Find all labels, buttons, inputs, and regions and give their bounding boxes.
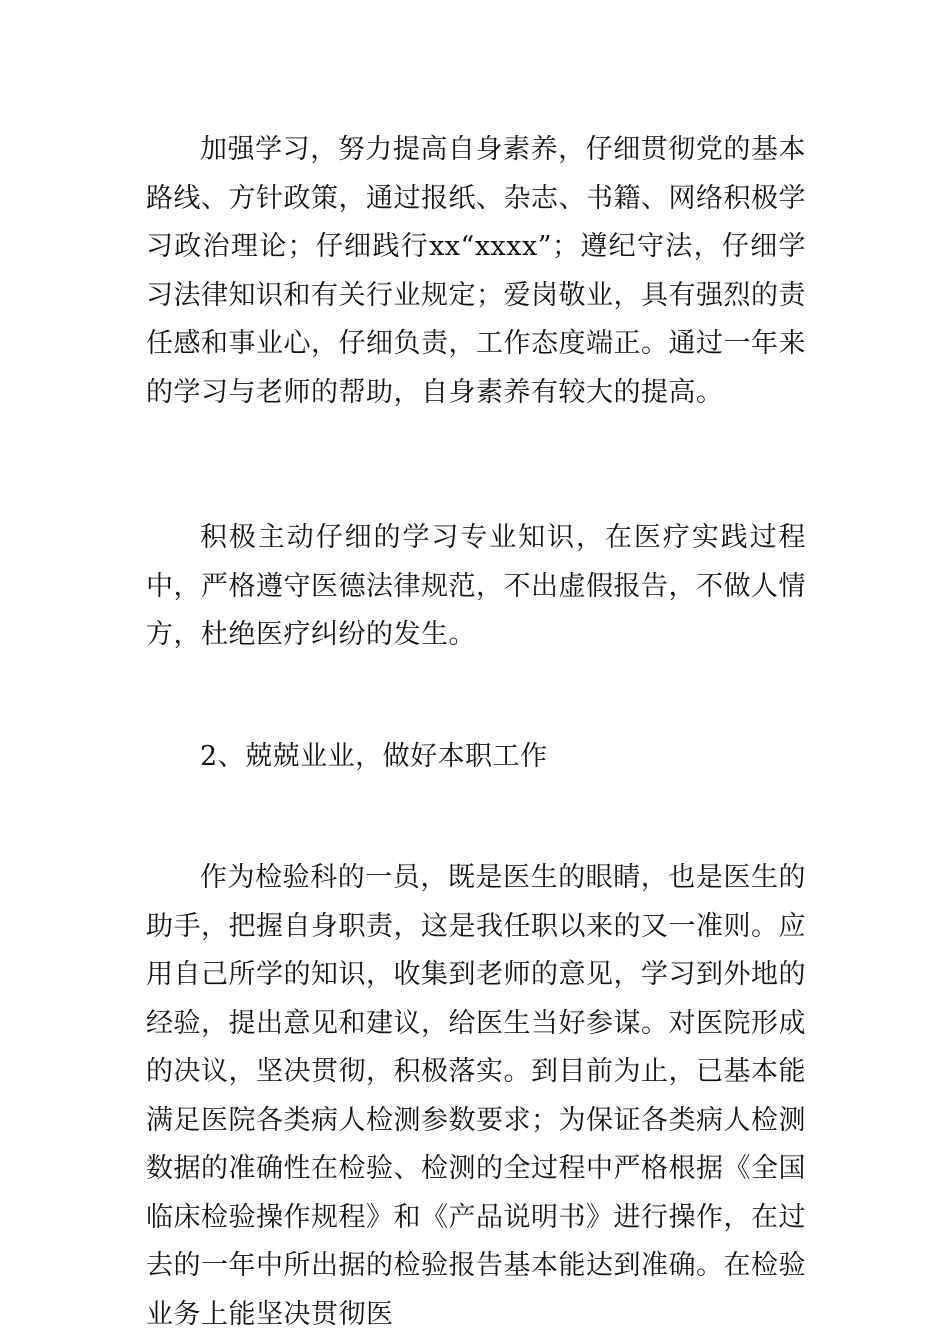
paragraph-professional-knowledge: 积极主动仔细的学习专业知识，在医疗实践过程中，严格遵守医德法律规范，不出虚假报告，不做人情方，杜绝医疗纠纷的发生。 xyxy=(146,522,806,650)
paragraph-lab-duties: 作为检验科的一员，既是医生的眼睛，也是医生的助手，把握自身职责，这是我任职以来的又一准则。应用自己所学的知识，收集到老师的意见，学习到外地的经验，提出意见和建议，给医生当好参谋。对医院形成的决议，坚决贯彻，积极落实。到目前为止，已基本能满足医院各类病人检测参数要求；为保证各类病人检测数据的准确性在检验、检测的全过程中严格根据《全国临床检验操作规程》和《产品说明书》进行操作，在过去的一年中所出据的检验报告基本能达到准确。在检验业务上能坚决贯彻医 xyxy=(146,862,806,1330)
section-heading-diligent-work: 2、兢兢业业，做好本职工作 xyxy=(200,740,548,772)
document-page xyxy=(146,126,806,1339)
paragraph-study-improvement: 加强学习，努力提高自身素养，仔细贯彻党的基本路线、方针政策，通过报纸、杂志、书籍、网络积极学习政治理论；仔细践行xx“xxxx”；遵纪守法，仔细学习法律知识和有关行业规定；爱岗敬业，具有强烈的责任感和事业心，仔细负责，工作态度端正。通过一年来的学习与老师的帮助，自身素养有较大的提高。 xyxy=(146,134,806,408)
